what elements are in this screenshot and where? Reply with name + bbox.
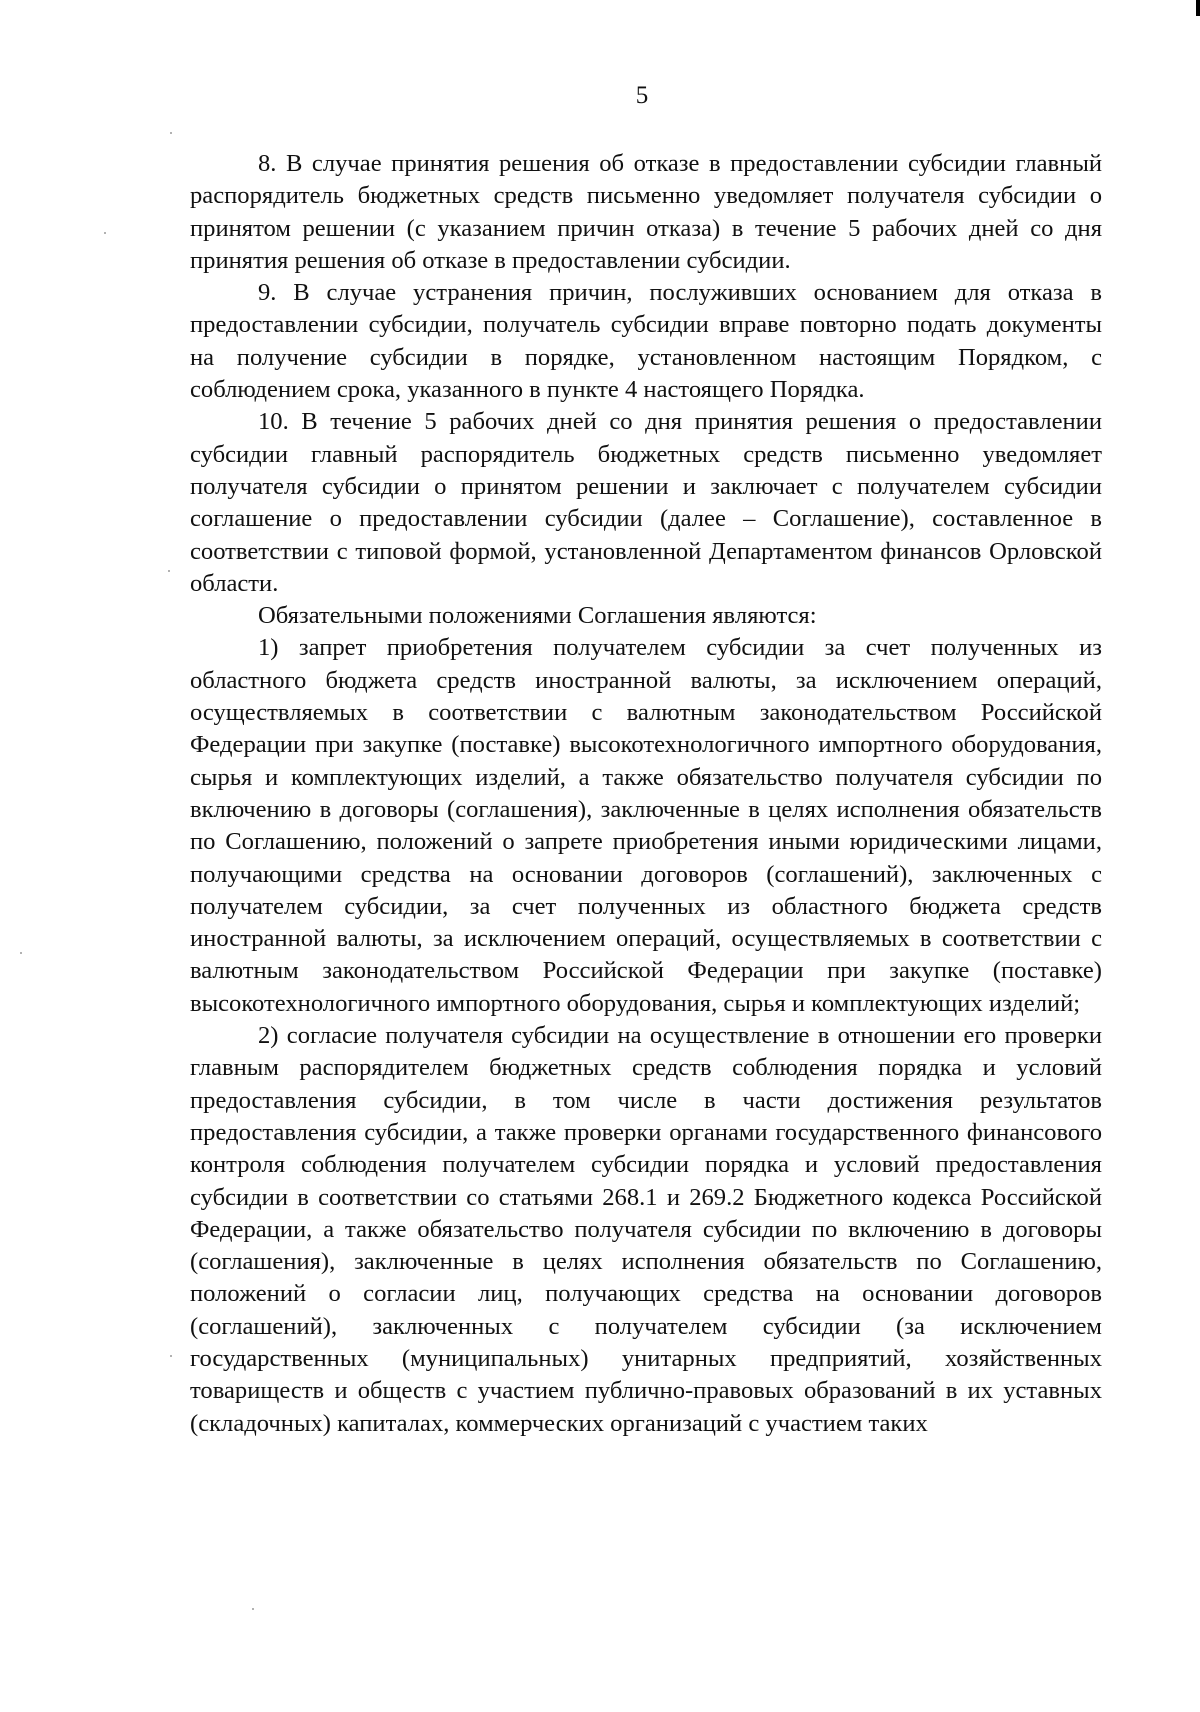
paragraph-agreement-intro: Обязательными положениями Соглашения являются: xyxy=(258,602,817,630)
scan-speck xyxy=(104,232,106,234)
document-body xyxy=(190,148,1102,1440)
scan-edge-mark xyxy=(1196,0,1200,16)
paragraph-provision-2: 2) согласие получателя субсидии на осуществление в отношении его проверки главным распорядителем бюджетных средств соблюдения порядка и условий предоставления субсидии, в том числе в части достижения результатов предоставления субсидии, а также проверки органами государственного финансового контроля соблюдения получателем субсидии порядка и условий предоставления субсидии в соответствии со статьями 268.1 и 269.2 Бюджетного кодекса Российской Федерации, а также обязательство получателя субсидии по включению в договоры (соглашения), заключенные в целях исполнения обязательств по Соглашению, положений о согласии лиц, получающих средства на основании договоров (соглашений), заключенных с получателем субсидии (за исключением государственных (муниципальных) унитарных предприятий, хозяйственных товариществ и обществ с участием публично-правовых образований в их уставных (складочных) капиталах, коммерческих организаций с участием таких xyxy=(190,1022,1102,1437)
paragraph-item-8: 8. В случае принятия решения об отказе в предоставлении субсидии главный распорядитель бюджетных средств письменно уведомляет получателя субсидии о принятом решении (с указанием причин отказа) в течение 5 рабочих дней со дня принятия решения об отказе в предоставлении субсидии. xyxy=(190,150,1102,274)
scan-speck xyxy=(170,1355,172,1357)
scan-speck xyxy=(170,132,172,134)
paragraph-item-10: 10. В течение 5 рабочих дней со дня принятия решения о предоставлении субсидии главный распорядитель бюджетных средств письменно уведомляет получателя субсидии о принятом решении и заключает с получателем субсидии соглашение о предоставлении субсидии (далее – Соглашение), составленное в соответствии с типовой формой, установленной Департаментом финансов Орловской области. xyxy=(190,408,1102,597)
paragraph-item-9: 9. В случае устранения причин, послуживших основанием для отказа в предоставлении субсидии, получатель субсидии вправе повторно подать документы на получение субсидии в порядке, установленном настоящим Порядком, с соблюдением срока, указанного в пункте 4 настоящего Порядка. xyxy=(190,279,1102,404)
scan-speck xyxy=(168,570,170,572)
page-number: 5 xyxy=(635,82,649,109)
scan-speck xyxy=(252,1608,254,1610)
paragraph-provision-1: 1) запрет приобретения получателем субсидии за счет полученных из областного бюджета средств иностранной валюты, за исключением операций, осуществляемых в соответствии с валютным законодательством Российской Федерации при закупке (поставке) высокотехнологичного импортного оборудования, сырья и комплектующих изделий, а также обязательство получателя субсидии по включению в договоры (соглашения), заключенные в целях исполнения обязательств по Соглашению, положений о запрете приобретения иными юридическими лицами, получающими средства на основании договоров (соглашений), заключенных с получателем субсидии, за счет полученных из областного бюджета средств иностранной валюты, за исключением операций, осуществляемых в соответствии с валютным законодательством Российской Федерации при закупке (поставке) высокотехнологичного импортного оборудования, сырья и комплектующих изделий; xyxy=(190,634,1102,1017)
scan-speck xyxy=(20,952,22,954)
